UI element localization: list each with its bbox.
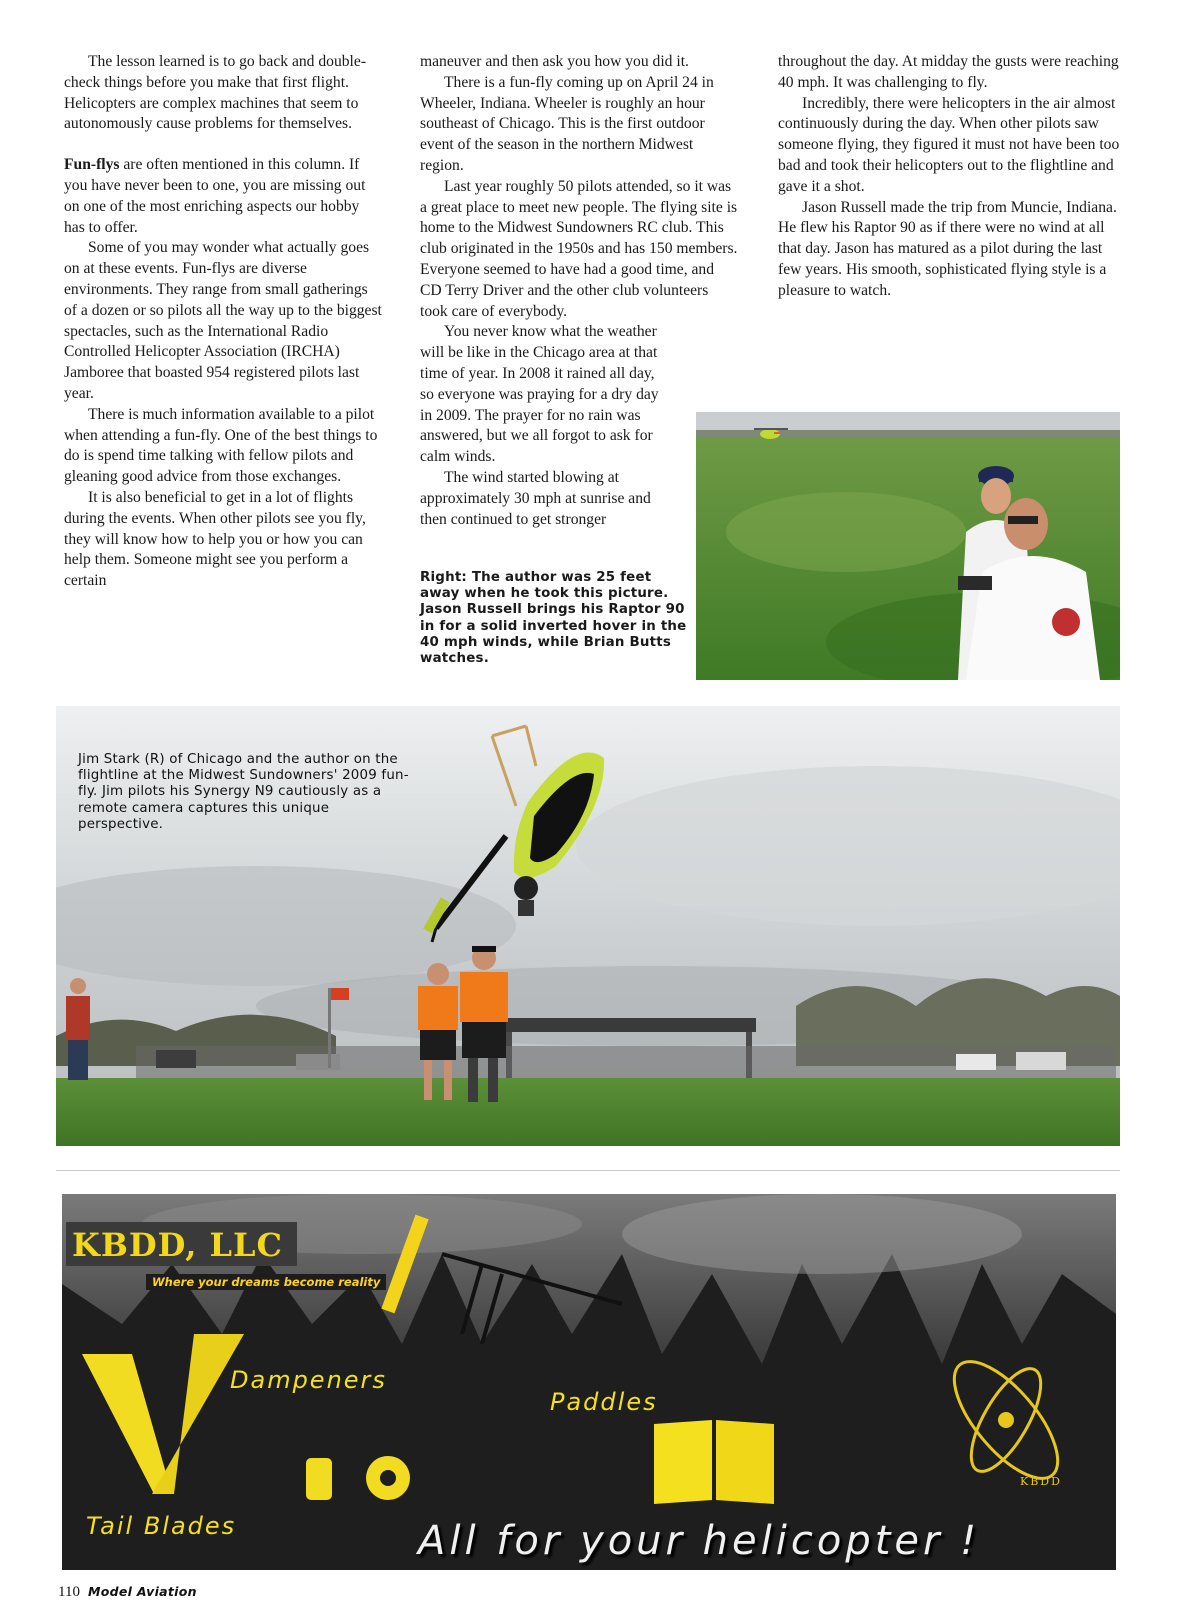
article-column-3 (778, 52, 1120, 302)
ad-label-tail-blades: Tail Blades (86, 1512, 237, 1540)
ad-tagline: All for your helicopter ! (418, 1518, 981, 1564)
photo-caption-main: Jim Stark (R) of Chicago and the author on the flightline at the Midwest Sundowners' 2009 fun-fly. Jim pilots his Synergy N9 cautiously as a remote camera captures this unique perspective. (78, 752, 409, 832)
photo-pilots-field (696, 412, 1120, 680)
page-number: 110 (58, 1584, 80, 1600)
section-divider (56, 1170, 1120, 1171)
magazine-name: Model Aviation (87, 1584, 197, 1599)
paragraph: The lesson learned is to go back and double-check things before you make that first flight. Helicopters are complex machines that seem to autonomously cause problems for themselves. (64, 53, 367, 133)
paragraph-text: are often mentioned in this column. If you have never been to one, you are missing out on one of the most enriching aspects our hobby has to offer. (64, 156, 366, 236)
paragraph: There is much information available to a pilot when attending a fun-fly. One of the best things to do is spend time talking with fellow pilots and gleaning good advice from those exchanges. (64, 405, 378, 486)
page-footer (58, 1584, 197, 1601)
photo-pilots-illustration (696, 412, 1120, 680)
paragraph: Some of you may wonder what actually goes on at these events. Fun-flys are diverse environments. They range from small gatherings of a dozen or so pilots all the way up to the biggest spectacles, such as the International Radio Controlled Helicopter Association (IRCHA) Jamboree that boasted 954 registered pilots last year. (64, 239, 382, 402)
ad-label-dampeners: Dampeners (230, 1366, 387, 1394)
paragraph: throughout the day. At midday the gusts were reaching 40 mph. It was challenging to fly. (778, 53, 1119, 91)
article-column-2 (420, 52, 738, 530)
paragraph: There is a fun-fly coming up on April 24 in Wheeler, Indiana. Wheeler is roughly an hour southeast of Chicago. This is the first outdoor event of the season in the northern Midwest region. (420, 73, 714, 174)
ad-label-paddles: Paddles (550, 1388, 658, 1416)
ad-logo-mark: KBDD (1020, 1475, 1062, 1488)
paragraph: maneuver and then ask you how you did it. (420, 53, 689, 70)
photo-caption-right: Right: The author was 25 feet away when he took this picture. Jason Russell brings his Raptor 90 in for a solid inverted hover in the 40 mph winds, while Brian Butts watches. (420, 570, 687, 667)
paragraph: Incredibly, there were helicopters in the air almost continuously during the day. When other pilots saw someone flying, they figured it must not have been too bad and took their helicopters out to the flightline and gave it a shot. (778, 94, 1120, 195)
paragraph: The wind started blowing at approximately 30 mph at sunrise and then continued to get stronger (420, 468, 651, 528)
paragraph: Jason Russell made the trip from Muncie, Indiana. He flew his Raptor 90 as if there were no wind at all that day. Jason has matured as a pilot during the last few years. His smooth, sophisticated flying style is a pleasure to watch. (778, 198, 1117, 299)
paragraph: It is also beneficial to get in a lot of flights during the events. When other pilots see you fly, they will know how to help you or how you can help them. Someone might see you perform a certain (64, 488, 366, 590)
article-column-1 (64, 52, 382, 592)
paragraph: Last year roughly 50 pilots attended, so it was a great place to meet new people. The flying site is home to the Midwest Sundowners RC club. This club originated in the 1950s and has 150 members. Everyone seemed to have had a good time, and CD Terry Driver and the other club volunteers took care of everybody. (420, 177, 738, 320)
paragraph: You never know what the weather will be like in the Chicago area at that time of year. In 2008 it rained all day, so everyone was praying for a dry day in 2009. The prayer for no rain was answered, but we all forgot to ask for calm winds. (420, 323, 659, 466)
ad-slogan: Where your dreams become reality (146, 1274, 386, 1290)
paragraph (64, 155, 382, 238)
ad-company-name: KBDD, LLC (66, 1222, 297, 1266)
lead-in: Fun-flys (64, 156, 120, 174)
kbdd-advertisement (62, 1194, 1116, 1570)
